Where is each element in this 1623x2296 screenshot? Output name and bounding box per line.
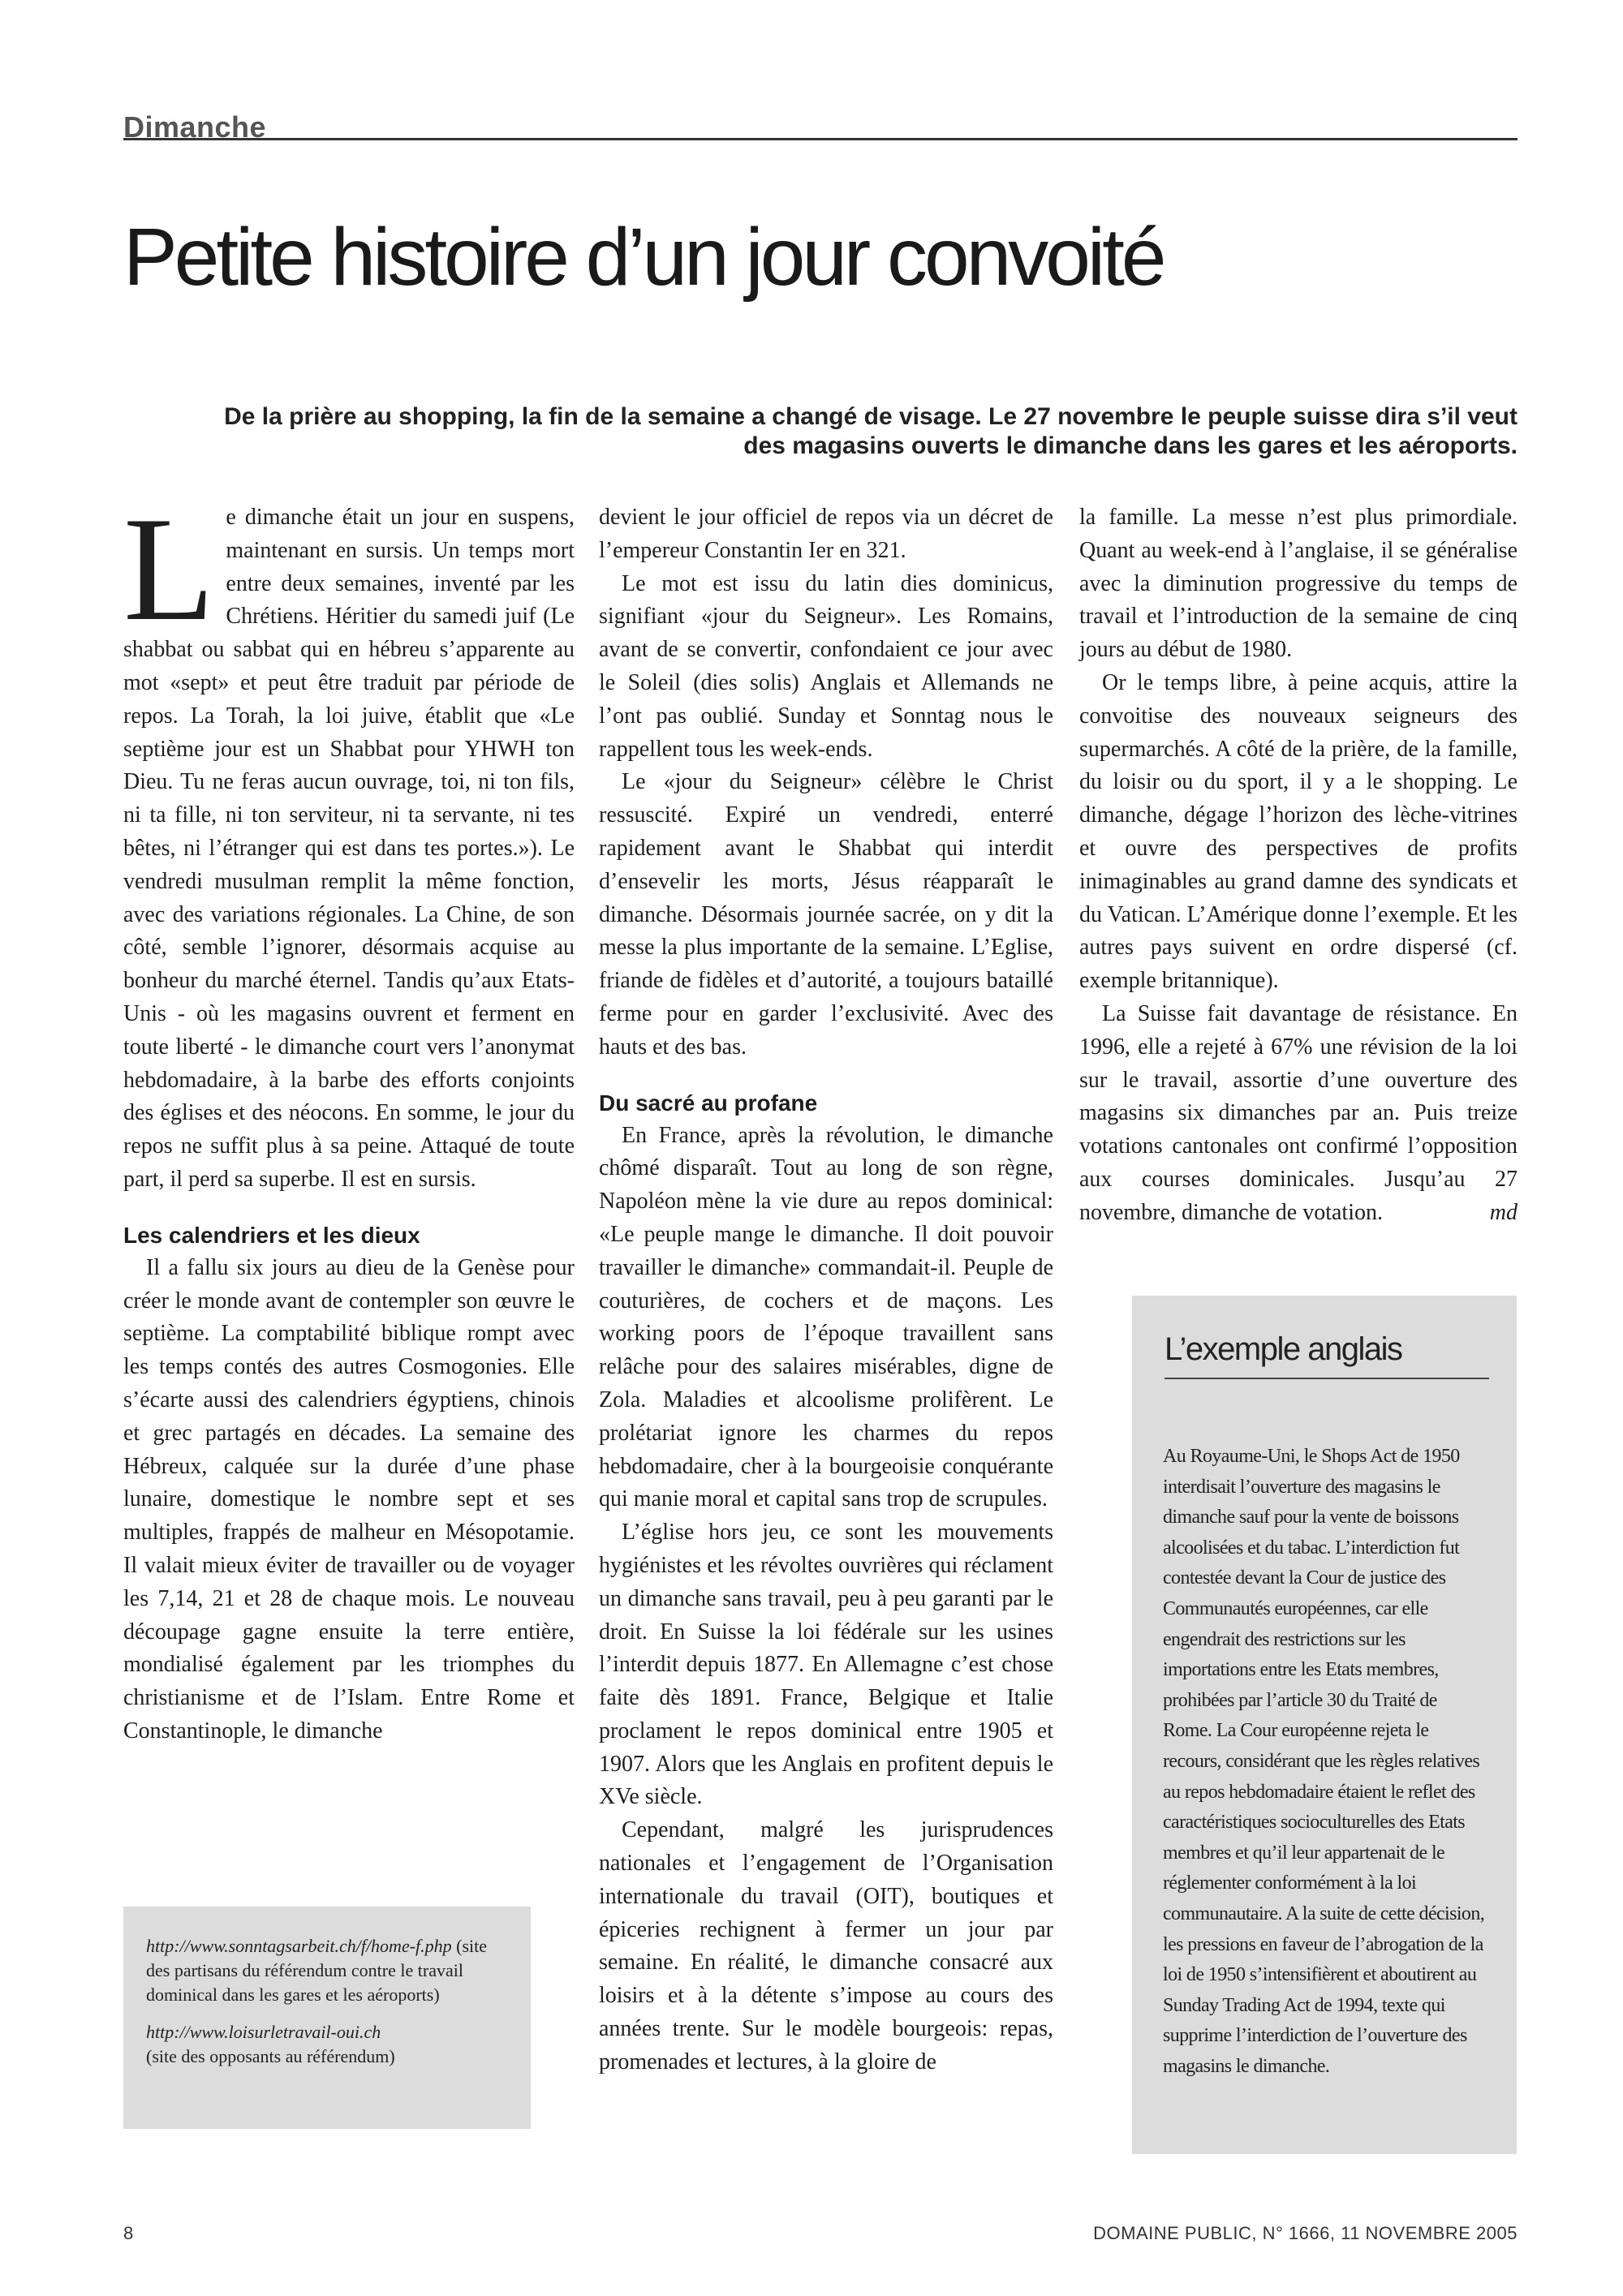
- links-box: [123, 1907, 531, 2129]
- paragraph-intro-text: e dimanche était un jour en suspens, maintenant en sursis. Un temps mort entre deux semaines, inventé par les Chrétiens. Héritier du samedi juif (Le shabbat ou sabbat qui en hébreu s’apparente au mot «sept» et peut être traduit par période de repos. La Torah, la loi juive, établit que «Le septième jour est un Shabbat pour YHWH ton Dieu. Tu ne feras aucun ouvrage, toi, ni ton fils, ni ta fille, ni ton serviteur, ni ta servante, ni tes bêtes, ni l’étranger qui est dans tes portes.»). Le vendredi musulman remplit la même fonction, avec des variations régionales. La Chine, de son côté, semble l’ignorer, désormais acquise au bonheur du marché éternel. Tandis qu’aux Etats-Unis - où les magasins ouvrent et ferment en toute liberté - le dimanche court vers l’anonymat hebdomadaire, à la barbe des efforts conjoints des églises et des néocons. En somme, le jour du repos ne suffit plus à sa peine. Attaqué de toute part, il perd sa superbe. Il est en sursis.: [123, 505, 575, 1192]
- article-lead: De la prière au shopping, la fin de la semaine a changé de visage. Le 27 novembre le peuple suisse dira s’il veut des magasins ouverts le dimanche dans les gares et les aéroports.: [224, 403, 1518, 459]
- paragraph: Le «jour du Seigneur» célèbre le Christ ressuscité. Expiré un vendredi, enterré rapidement avant le Shabbat qui interdit d’ensevelir les morts, Jésus réapparaît le dimanche. Désormais journée sacrée, on y dit la messe la plus importante de la semaine. L’Eglise, friande de fidèles et d’autorité, a toujours bataillé ferme pour en garder l’exclusivité. Avec des hauts et des bas.: [599, 769, 1053, 1060]
- paragraph-intro: [123, 486, 575, 1197]
- paragraph: En France, après la révolution, le dimanche chômé disparaît. Tout au long de son règne, Napoléon mène la vie dure au repos dominical: «Le peuple mange le dimanche. Il doit pouvoir travailler le dimanche» commandait-il. Peuple de couturières, de cochers et de maçons. Les working poors de l’époque travaillent sans relâche pour des salaires misérables, digne de Zola. Maladies et alcoolisme prolifèrent. Le prolétariat ignore les charmes du repos hebdomadaire, cher à la bourgeoisie conquérante qui manie moral et capital sans trop de scrupules.: [599, 1122, 1053, 1512]
- paragraph: devient le jour officiel de repos via un décret de l’empereur Constantin Ier en 321.: [599, 505, 1053, 563]
- paragraph: Or le temps libre, à peine acquis, attire la convoitise des nouveaux seigneurs des supermarchés. A côté de la prière, de la famille, du loisir ou du sport, il y a le shopping. Le dimanche, dégage l’horizon des lèche-vitrines et ouvre des perspectives de profits inimaginables au grand damne des syndicats et du Vatican. L’Amérique donne l’exemple. Et les autres pays suivent en ordre dispersé (cf. exemple britannique).: [1079, 669, 1518, 994]
- link-url[interactable]: http://www.sonntagsarbeit.ch/f/home-f.php: [146, 1936, 452, 1956]
- author-signature: md: [1489, 1199, 1518, 1225]
- link-description: (site des opposants au référendum): [146, 2046, 395, 2066]
- paragraph-last: [1079, 998, 1518, 1230]
- sidebar-title: L’exemple anglais: [1165, 1331, 1489, 1379]
- paragraph: Le mot est issu du latin dies dominicus, signifiant «jour du Seigneur». Les Romains, avant de se convertir, confondaient ce jour avec le Soleil (dies solis) Anglais et Allemands ne l’ont pas oublié. Sunday et Sonntag nous le rappellent tous les week-ends.: [599, 570, 1053, 762]
- section-rubric: [123, 105, 1518, 144]
- page-number: 8: [123, 2223, 134, 2243]
- subheading-calendriers: Les calendriers et les dieux: [123, 1222, 420, 1248]
- article-title: Petite histoire d’un jour convoité: [123, 212, 1164, 303]
- link-item: [146, 1934, 511, 2007]
- column-2: [599, 501, 1053, 2079]
- paragraph: Cependant, malgré les jurisprudences nationales et l’engagement de l’Organisation internationale du travail (OIT), boutiques et épiceries rechignent à fermer un jour par semaine. En réalité, le dimanche consacré aux loisirs et à la détente s’impose au cours des années trente. Sur le modèle bourgeois: repas, promenades et lectures, à la gloire de: [599, 1817, 1053, 2075]
- section-label: Dimanche: [123, 110, 267, 144]
- paragraph: Il a fallu six jours au dieu de la Genèse pour créer le monde avant de contempler son œuvre le septième. La comptabilité biblique rompt avec les temps contés des autres Cosmogonies. Elle s’écarte aussi des calendriers égyptiens, chinois et grec partagés en décades. La semaine des Hébreux, calquée sur la durée d’une phase lunaire, domestique le nombre sept et ses multiples, frappés de malheur en Mésopotamie. Il valait mieux éviter de travailler ou de voyager les 7,14, 21 et 28 de chaque mois. Le nouveau découpage gagne ensuite la terre entière, mondialisé également par les triomphes du christianisme et de l’Islam. Entre Rome et Constantinople, le dimanche: [123, 1254, 575, 1743]
- link-description: (site des partisans du référendum contre le travail dominical dans les gares et les aéroports): [146, 1936, 488, 2005]
- paragraph-last-text: La Suisse fait davantage de résistance. En 1996, elle a rejeté à 67% une révision de la loi sur le travail, assortie d’une ouverture des magasins six dimanches par an. Puis treize votations cantonales ont confirmé l’opposition aux courses dominicales. Jusqu’au 27 novembre, dimanche de votation.: [1079, 1000, 1518, 1225]
- paragraph: L’église hors jeu, ce sont les mouvements hygiénistes et les révoltes ouvrières qui réclament un dimanche sans travail, peu à peu garanti par le droit. En Suisse la loi fédérale sur les usines l’interdit depuis 1877. En Allemagne c’est chose faite dès 1891. France, Belgique et Italie proclament le repos dominical entre 1905 et 1907. Alors que les Anglais en profitent depuis le XVe siècle.: [599, 1520, 1053, 1810]
- link-item: [146, 2020, 511, 2069]
- drop-cap: L: [123, 486, 215, 651]
- publication-info: DOMAINE PUBLIC, N° 1666, 11 NOVEMBRE 2005: [1093, 2223, 1518, 2243]
- paragraph: la famille. La messe n’est plus primordiale. Quant au week-end à l’anglaise, il se généralise avec la diminution progressive du temps de travail et l’introduction de la semaine de cinq jours au début de 1980.: [1079, 505, 1518, 663]
- column-3: [1079, 501, 1518, 1230]
- subheading-sacre-profane: Du sacré au profane: [599, 1090, 818, 1116]
- sidebar-box: [1132, 1296, 1517, 2154]
- sidebar-text: Au Royaume-Uni, le Shops Act de 1950 interdisait l’ouverture des magasins le dimanche sauf pour la vente de boissons alcoolisées et du tabac. L’interdiction fut contestée devant la Cour de justice des Communautés européennes, car elle engendrait des restrictions sur les importations entre les Etats membres, prohibées par l’article 30 du Traité de Rome. La Cour européenne rejeta le recours, considérant que les règles relatives au repos hebdomadaire étaient le reflet des caractéristiques socioculturelles des Etats membres et qu’il leur appartenait de le réglementer conformément à la loi communautaire. A la suite de cette décision, les pressions en faveur de l’abrogation de la loi de 1950 s’intensifièrent et aboutirent au Sunday Trading Act de 1994, texte qui supprime l’interdiction de l’ouverture des magasins le dimanche.: [1163, 1446, 1485, 2077]
- link-url[interactable]: http://www.loisurletravail-oui.ch: [146, 2022, 381, 2042]
- column-1: [123, 486, 575, 1748]
